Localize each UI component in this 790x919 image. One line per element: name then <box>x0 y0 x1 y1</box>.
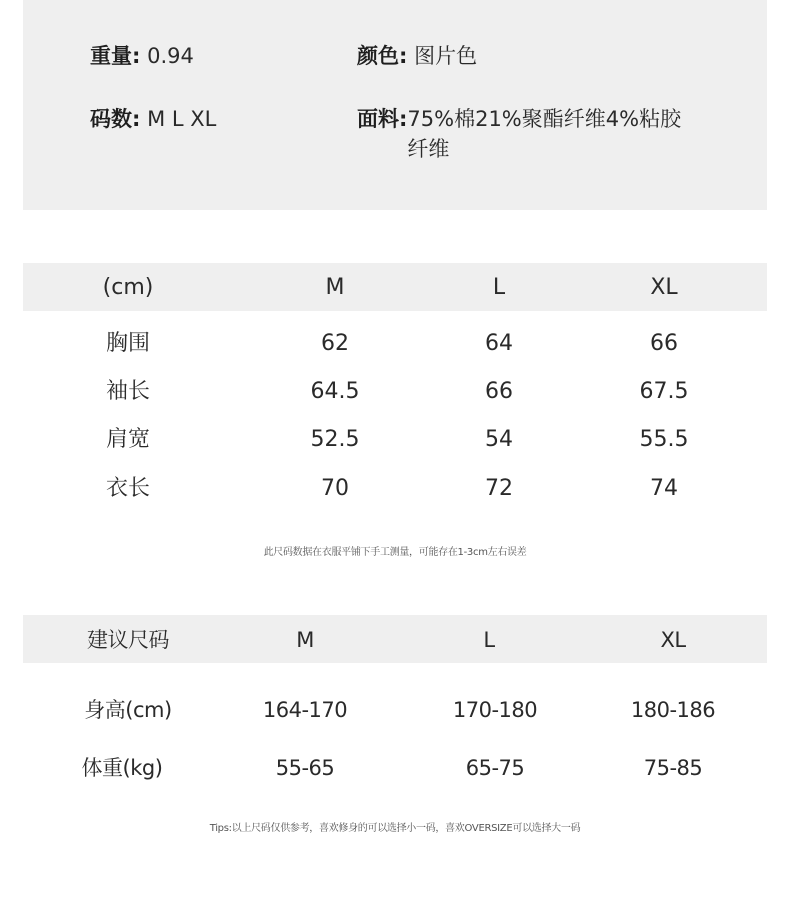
sizes-label: 码数: <box>90 107 141 131</box>
advice-row-label: 身高(cm) <box>84 698 172 722</box>
advice-header-l: L <box>483 628 495 652</box>
advice-header-m: M <box>296 628 314 652</box>
advice-row-label: 体重(kg) <box>81 756 163 780</box>
measurement-row-label: 袖长 <box>105 379 151 404</box>
measurement-header-m: M <box>325 275 345 300</box>
product-info-panel <box>23 0 767 210</box>
measurement-header-l: L <box>492 275 506 300</box>
measurement-cell: 52.5 <box>310 427 360 452</box>
measurement-cell: 67.5 <box>639 379 689 404</box>
advice-cell: 75-85 <box>643 756 703 780</box>
advice-cell: 164-170 <box>262 698 348 722</box>
size-tips-note: Tips:以上尺码仅供参考，喜欢修身的可以选择小一码，喜欢OVERSIZE可以选择大一码 <box>209 823 581 834</box>
measurement-cell: 55.5 <box>639 427 689 452</box>
measurement-row-label: 肩宽 <box>105 427 151 452</box>
measurement-cell: 70 <box>321 476 349 501</box>
measurement-cell: 66 <box>485 379 513 404</box>
advice-cell: 170-180 <box>452 698 538 722</box>
material-value: 75%棉21%聚酯纤维4%粘胶纤维 <box>407 107 682 161</box>
sizes-info <box>90 104 216 134</box>
weight-value: 0.94 <box>147 44 194 68</box>
measurement-header-xl: XL <box>650 275 678 300</box>
measurement-note: 此尺码数据在衣服平铺下手工测量，可能存在1-3cm左右误差 <box>263 547 527 558</box>
sizes-value: M L XL <box>147 107 217 131</box>
measurement-cell: 64.5 <box>310 379 360 404</box>
weight-label: 重量: <box>90 44 141 68</box>
material-info <box>357 104 692 164</box>
color-value: 图片色 <box>414 44 478 68</box>
measurement-row-label: 衣长 <box>105 476 151 501</box>
measurement-cell: 64 <box>485 331 513 356</box>
measurement-row-label: 胸围 <box>105 331 151 356</box>
measurement-cell: 54 <box>485 427 513 452</box>
color-info <box>357 41 477 71</box>
advice-cell: 65-75 <box>465 756 525 780</box>
material-label: 面料: <box>357 107 408 131</box>
measurement-cell: 72 <box>485 476 513 501</box>
measurement-cell: 74 <box>650 476 678 501</box>
advice-cell: 180-186 <box>630 698 716 722</box>
advice-header-xl: XL <box>660 628 686 652</box>
measurement-header-unit: (cm) <box>102 275 154 300</box>
color-label: 颜色: <box>357 44 408 68</box>
advice-cell: 55-65 <box>275 756 335 780</box>
measurement-cell: 66 <box>650 331 678 356</box>
weight-info <box>90 41 194 71</box>
advice-header-label: 建议尺码 <box>87 628 169 652</box>
measurement-cell: 62 <box>321 331 349 356</box>
